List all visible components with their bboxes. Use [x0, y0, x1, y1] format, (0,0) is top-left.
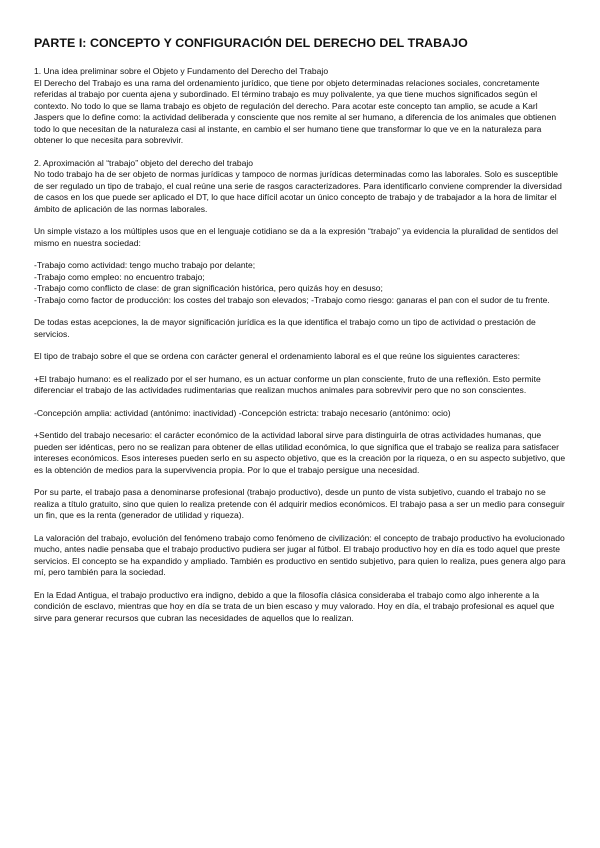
- list-item: -Trabajo como factor de producción: los costes del trabajo son elevados; -Trabajo como riesgo: ganaras el pan con el sudor de tu frente.: [34, 294, 550, 305]
- section-2-paragraph-10: En la Edad Antigua, el trabajo productivo era indigno, debido a que la filosofía clásica consideraba el trabajo como algo inherente a la condición de esclavo, mientras que hoy en día se trata de un bien escaso y muy valorado. Hoy en día, el trabajo profesional es aquel que sirve para generar recursos que cubran las necesidades de aquellos que lo realizan.: [34, 589, 555, 623]
- section-2-heading: 2. Aproximación al “trabajo” objeto del derecho del trabajo: [34, 157, 254, 168]
- list-item: -Trabajo como actividad: tengo mucho trabajo por delante;: [34, 260, 256, 270]
- section-2: [34, 158, 566, 625]
- section-2-paragraph-3: De todas estas acepciones, la de mayor significación jurídica es la que identifica el trabajo como un tipo de actividad o prestación de servicios.: [34, 317, 536, 339]
- section-1: [34, 66, 566, 147]
- page-title: PARTE I: CONCEPTO Y CONFIGURACIÓN DEL DERECHO DEL TRABAJO: [34, 36, 468, 50]
- section-2-paragraph-6: -Concepción amplia: actividad (antónimo: inactividad) -Concepción estricta: trabajo necesario (antónimo: ocio): [34, 407, 451, 418]
- section-2-paragraph-9: La valoración del trabajo, evolución del fenómeno trabajo como fenómeno de civilización: el concepto de trabajo productivo ha evolucionado mucho, antes nadie pensaba que el trabajo productivo pudiera ser jugar al fútbol. El trabajo productivo hoy en día es todo aquel que preste servicios. El concepto se ha expandido y ampliado. También es productivo en sentido subjetivo, para quien lo realiza, pues genera algo para mí, pero también para la sociedad.: [34, 532, 566, 577]
- list-item: -Trabajo como conflicto de clase: de gran significación histórica, pero quizás hoy en desuso;: [34, 283, 383, 293]
- section-2-paragraph-5: +El trabajo humano: es el realizado por el ser humano, es un actuar conforme un plan consciente, fruto de una reflexión. Esto permite diferenciar el trabajo de las actividades rudimentarias que realizan muchos animales para sobrevivir pero que no son conscientes.: [34, 373, 541, 395]
- list-item: -Trabajo como empleo: no encuentro trabajo;: [34, 271, 205, 282]
- section-2-paragraph-1: No todo trabajo ha de ser objeto de normas jurídicas y tampoco de normas jurídicas determinadas como las laborales. Solo es susceptible de ser regulado un tipo de trabajo, el cual reúne una serie de rasgos caracterizadores. Para identificarlo conviene comprender la diversidad de casos en los que puede ser aplicado el DT, lo que hace difícil acotar un único concepto de trabajo y de trabajador a la hora de limitar el ámbito de aplicación de las normas laborales.: [34, 169, 562, 214]
- section-1-paragraph-1: El Derecho del Trabajo es una rama del ordenamiento jurídico, que tiene por objeto determinadas relaciones sociales, concretamente referidas al trabajo por cuenta ajena y subordinado. El término trabajo es muy polivalente, ya que tiene muchos significados según el contexto. No todo lo que se llama trabajo es objeto de regulación del derecho. Para acotar este concepto tan amplio, se acude a Karl Jaspers que lo define como: la actividad deliberada y consciente que nos remite al ser humano, a diferencia de los animales que obtienen todo lo que necesitan de la naturaleza casi al instante, en cambio el ser humano tiene que transformar lo que ve en la naturaleza para obtener lo que necesita para sobrevivir.: [34, 77, 557, 145]
- section-1-heading: 1. Una idea preliminar sobre el Objeto y Fundamento del Derecho del Trabajo: [34, 66, 329, 76]
- section-2-paragraph-8: Por su parte, el trabajo pasa a denominarse profesional (trabajo productivo), desde un punto de vista subjetivo, cuando el trabajo no se realiza a título gratuito, sino que quien lo realiza pretende con él adquirir medios económicos. El trabajo pasa a ser un medio para conseguir un fin, que es la renta (generador de utilidad y riqueza).: [34, 487, 565, 520]
- trabajo-usage-list: [34, 260, 566, 306]
- section-2-paragraph-7: +Sentido del trabajo necesario: el carácter económico de la actividad laboral sirve para distinguirla de otras actividades humanas, que pueden ser idénticas, pero no se realizan para obtener de ellas utilidad económica, lo que significa que el trabajo se realiza para satisfacer intereses económicos. Esos intereses pueden serlo en su aspecto objetivo, que es la creación por la riqueza, o en su aspecto subjetivo, que es la obtención de medios para la supervivencia propia. Por lo que el trabajo persigue una necesidad.: [34, 430, 566, 475]
- section-2-paragraph-4: El tipo de trabajo sobre el que se ordena con carácter general el ordenamiento laboral es el que reúne los siguientes caracteres:: [34, 351, 521, 361]
- section-2-paragraph-2: Un simple vistazo a los múltiples usos que en el lenguaje cotidiano se da a la expresión “trabajo” ya evidencia la pluralidad de sentidos del mismo en nuestra sociedad:: [34, 226, 559, 248]
